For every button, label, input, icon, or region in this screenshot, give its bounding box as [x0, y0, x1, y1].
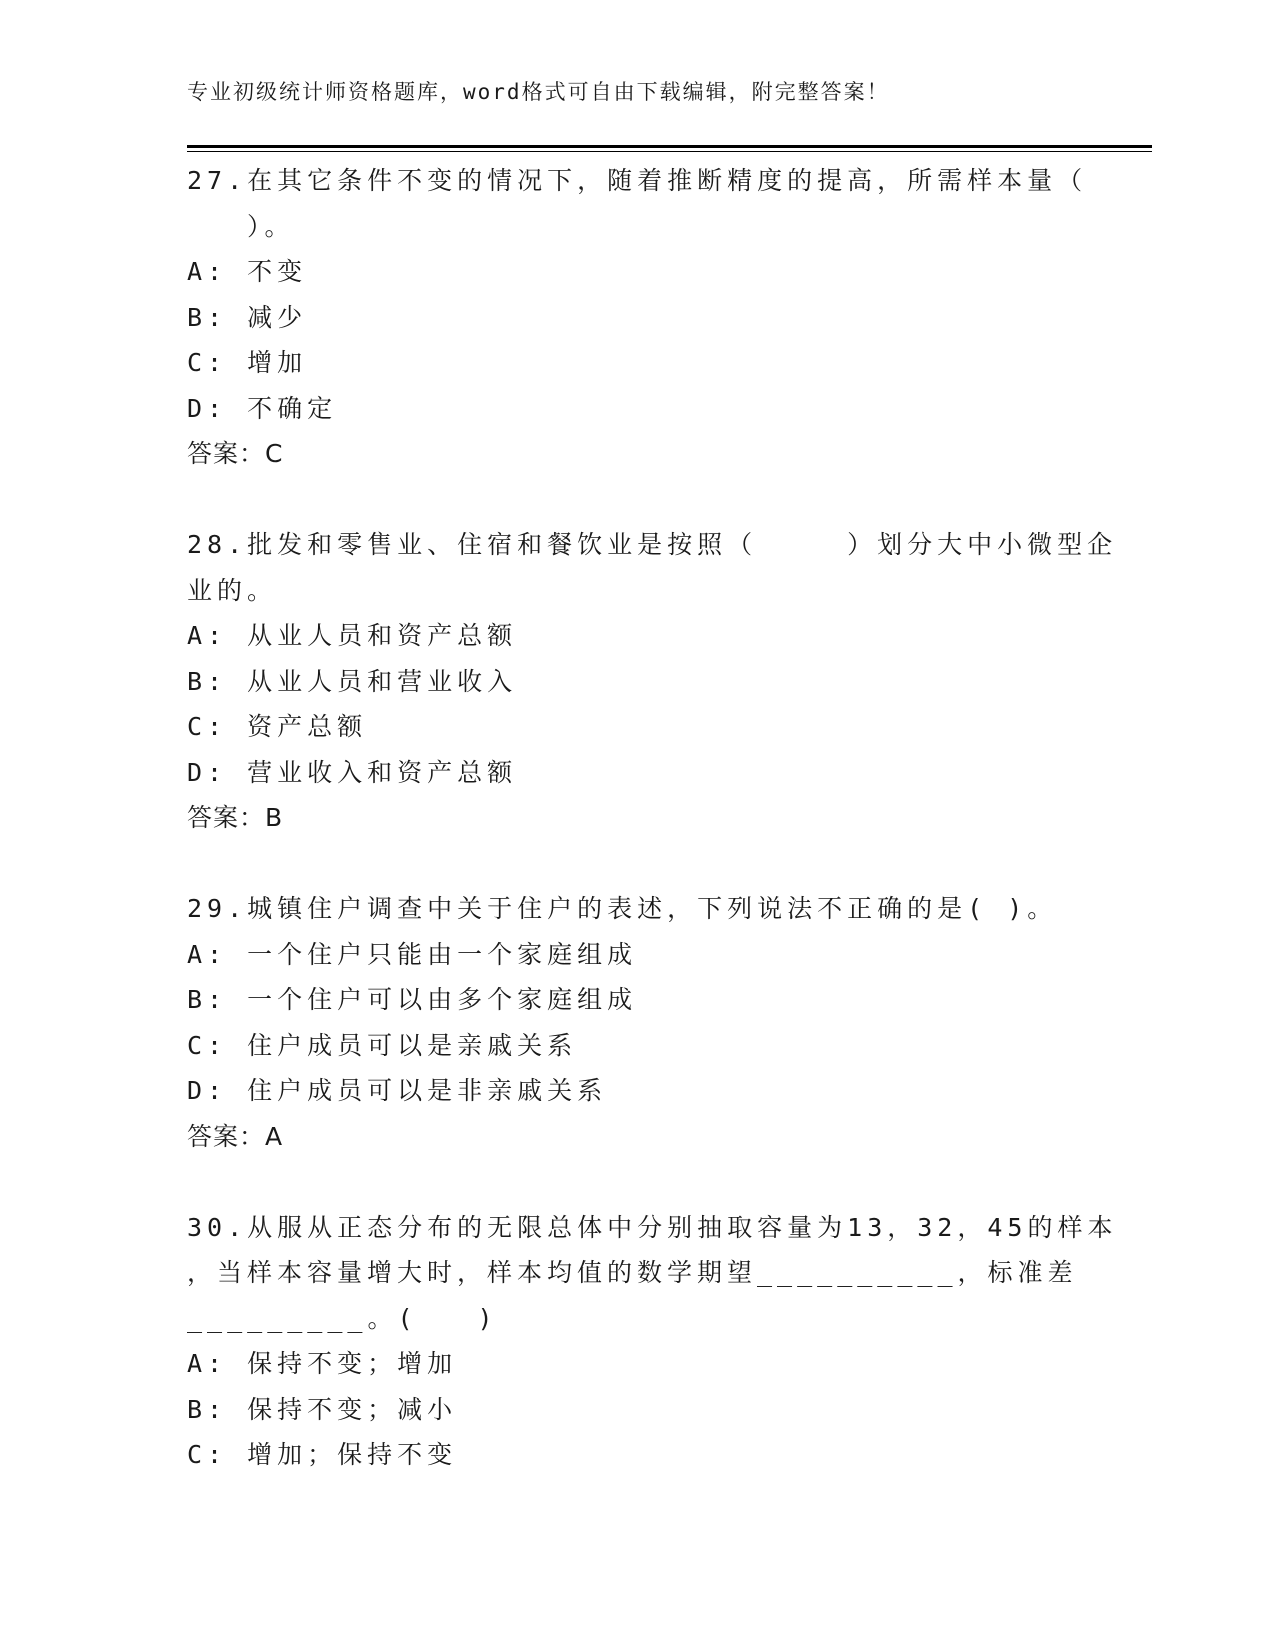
question-stem-line: ，当样本容量增大时，样本均值的数学期望__________，标准差 [187, 1258, 1078, 1287]
option-b: B: 减少 [187, 302, 308, 332]
question-29 [187, 886, 1087, 1159]
option-a: A: 保持不变；增加 [187, 1349, 458, 1378]
question-stem-line: 28.批发和零售业、住宿和餐饮业是按照（ ）划分大中小微型企 [187, 530, 1118, 559]
answer: 答案：A [187, 1121, 284, 1151]
option-c: C: 住户成员可以是亲戚关系 [187, 1030, 578, 1060]
option-c: C: 增加 [187, 348, 308, 377]
answer: 答案：B [187, 803, 284, 832]
option-c: C: 资产总额 [187, 712, 368, 741]
option-a: A: 从业人员和资产总额 [187, 621, 518, 650]
option-a: A: 不变 [187, 257, 308, 286]
header-rule-thick [187, 145, 1152, 148]
option-b: B: 保持不变；减小 [187, 1394, 458, 1424]
question-stem-line: 27.在其它条件不变的情况下，随着推断精度的提高，所需样本量（ [187, 166, 1088, 195]
question-30 [187, 1205, 1118, 1478]
header-rule-thin [187, 151, 1152, 152]
question-stem-line: 29.城镇住户调查中关于住户的表述，下列说法不正确的是( )。 [187, 894, 1058, 923]
question-stem-line: _________。( ) [187, 1303, 498, 1333]
question-stem-line: ）。 [187, 211, 295, 241]
option-b: B: 从业人员和营业收入 [187, 666, 518, 696]
option-d: D: 住户成员可以是非亲戚关系 [187, 1076, 608, 1105]
question-stem-line: 业的。 [187, 575, 278, 605]
option-d: D: 不确定 [187, 393, 338, 423]
option-d: D: 营业收入和资产总额 [187, 757, 518, 787]
option-b: B: 一个住户可以由多个家庭组成 [187, 985, 638, 1014]
page-header: 专业初级统计师资格题库，word格式可自由下载编辑，附完整答案！ [187, 80, 890, 104]
question-list [187, 158, 1118, 1478]
question-28 [187, 522, 1118, 841]
answer: 答案：C [187, 439, 284, 468]
question-27 [187, 158, 1087, 477]
option-a: A: 一个住户只能由一个家庭组成 [187, 939, 638, 969]
question-stem-line: 30.从服从正态分布的无限总体中分别抽取容量为13，32，45的样本 [187, 1212, 1118, 1242]
option-c: C: 增加；保持不变 [187, 1440, 458, 1469]
